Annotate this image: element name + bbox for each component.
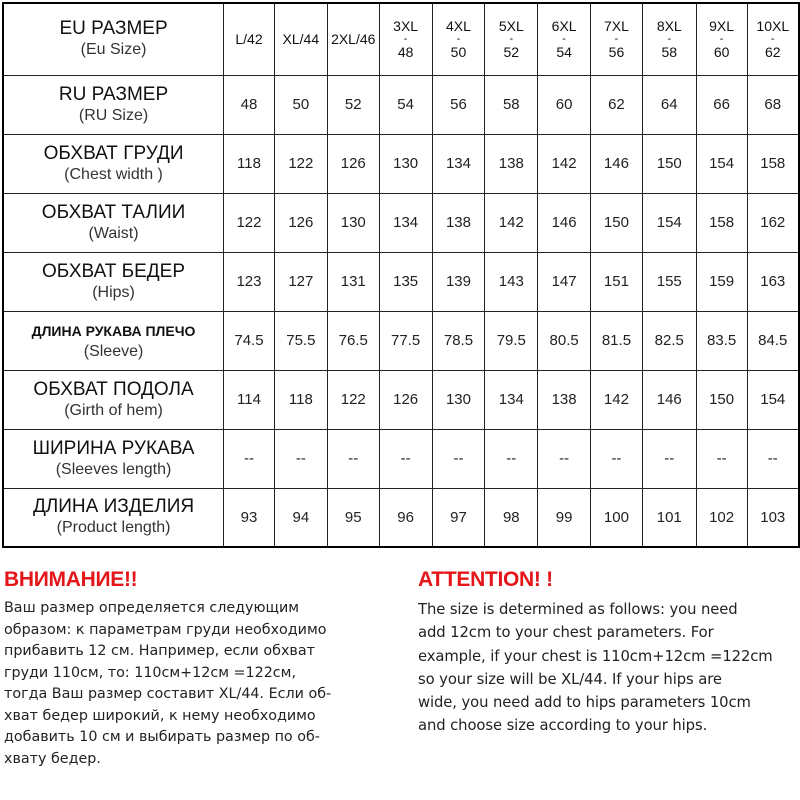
size-chart-table <box>2 2 800 548</box>
row-label-cell <box>3 370 224 429</box>
notice-line: груди 110см, то: 110см+12см =122см, <box>4 664 296 681</box>
table-cell: 154 <box>696 134 747 193</box>
row-label-cell <box>3 429 224 488</box>
table-cell: 135 <box>379 252 432 311</box>
notice-line: прибавить 12 см. Например, если обхват <box>4 643 315 659</box>
row-label-en: (Girth of hem) <box>64 401 163 419</box>
notice-line: The size is determined as follows: you need <box>418 601 738 618</box>
notice-line: example, if your chest is 110cm+12cm =122cm <box>418 647 773 665</box>
row-label-ru: ШИРИНА РУКАВА <box>32 437 195 459</box>
size-header-cell <box>379 3 432 75</box>
table-cell: 122 <box>224 193 275 252</box>
table-cell: 101 <box>642 488 696 547</box>
table-cell: 76.5 <box>327 311 379 370</box>
table-cell: -- <box>224 429 275 488</box>
size-header-eu: 10XL - 62 <box>756 17 790 60</box>
notice-line: образом: к параметрам груди необходимо <box>4 621 327 638</box>
row-label-en: (Sleeves length) <box>55 460 172 478</box>
table-cell: 84.5 <box>747 311 799 370</box>
notice-line: add 12cm to your chest parameters. For <box>418 624 714 642</box>
row-label-en: (Sleeve) <box>83 342 144 360</box>
table-cell: 146 <box>591 134 643 193</box>
table-cell: 62 <box>591 75 643 134</box>
table-cell: 134 <box>485 370 538 429</box>
row-label-cell <box>3 488 224 547</box>
table-cell: 54 <box>379 75 432 134</box>
table-row <box>3 370 799 429</box>
table-cell: 139 <box>432 252 485 311</box>
table-row <box>3 311 799 370</box>
row-label-ru: ОБХВАТ ПОДОЛА <box>33 378 194 400</box>
table-cell: -- <box>379 429 432 488</box>
table-cell: 102 <box>696 488 747 547</box>
table-cell: 150 <box>696 370 747 429</box>
table-cell: 163 <box>747 252 799 311</box>
size-header-eu: 6XL - 54 <box>551 17 577 60</box>
table-cell: 154 <box>642 193 696 252</box>
table-cell: 122 <box>274 134 327 193</box>
row-label-cell <box>3 75 224 134</box>
table-cell: 159 <box>696 252 747 311</box>
table-cell: 83.5 <box>696 311 747 370</box>
table-row <box>3 75 799 134</box>
table-cell: 96 <box>379 488 432 547</box>
table-cell: 50 <box>274 75 327 134</box>
table-cell: -- <box>747 429 799 488</box>
notice-line: хвату бедер. <box>4 750 101 767</box>
table-cell: 134 <box>379 193 432 252</box>
table-cell: 130 <box>432 370 485 429</box>
size-header-cell: 2XL/46 <box>327 3 379 75</box>
table-cell: 48 <box>224 75 275 134</box>
table-cell: 138 <box>538 370 591 429</box>
table-cell: 146 <box>538 193 591 252</box>
table-cell: 143 <box>485 252 538 311</box>
row-label-cell <box>3 193 224 252</box>
table-cell: -- <box>485 429 538 488</box>
table-row <box>3 252 799 311</box>
notice-ru <box>4 568 394 770</box>
size-header-cell: L/42 <box>224 3 275 75</box>
table-cell: 75.5 <box>274 311 327 370</box>
notice-line: хват бедер широкий, к нему необходимо <box>4 707 316 724</box>
size-header-cell <box>432 3 485 75</box>
table-cell: 151 <box>591 252 643 311</box>
size-header-cell <box>485 3 538 75</box>
table-row <box>3 193 799 252</box>
table-cell: 127 <box>274 252 327 311</box>
size-header-cell <box>696 3 747 75</box>
table-cell: 95 <box>327 488 379 547</box>
table-cell: 138 <box>432 193 485 252</box>
table-cell: 150 <box>591 193 643 252</box>
table-cell: 122 <box>327 370 379 429</box>
table-cell: 66 <box>696 75 747 134</box>
row-label-en: (Product length) <box>56 519 171 537</box>
table-cell: 78.5 <box>432 311 485 370</box>
table-cell: 131 <box>327 252 379 311</box>
size-header-eu: 9XL - 60 <box>709 17 735 60</box>
table-cell: 64 <box>642 75 696 134</box>
table-cell: 154 <box>747 370 799 429</box>
size-header-eu: 7XL - 56 <box>603 17 629 60</box>
table-cell: 123 <box>224 252 275 311</box>
table-cell: 60 <box>538 75 591 134</box>
table-cell: -- <box>432 429 485 488</box>
table-cell: 82.5 <box>642 311 696 370</box>
size-header-eu: 4XL - 50 <box>446 17 471 60</box>
row-label-en: (Waist) <box>88 224 139 242</box>
notice-line: so your size will be XL/44. If your hips are <box>418 670 722 688</box>
table-row <box>3 488 799 547</box>
size-header-cell <box>538 3 591 75</box>
row-label-ru: ДЛИНА ИЗДЕЛИЯ <box>32 496 195 518</box>
size-header-cell <box>642 3 696 75</box>
table-cell: 94 <box>274 488 327 547</box>
table-cell: 103 <box>747 488 799 547</box>
notice-en <box>418 568 798 738</box>
table-cell: -- <box>591 429 643 488</box>
row-label-ru: ОБХВАТ БЕДЕР <box>42 260 186 282</box>
table-cell: 58 <box>485 75 538 134</box>
table-cell: 150 <box>642 134 696 193</box>
table-row <box>3 134 799 193</box>
table-cell: 126 <box>274 193 327 252</box>
table-cell: 56 <box>432 75 485 134</box>
row-label-ru: EU РАЗМЕР <box>59 18 168 40</box>
size-header-eu: 5XL - 52 <box>498 17 524 60</box>
size-header-cell <box>591 3 643 75</box>
table-cell: 100 <box>591 488 643 547</box>
notice-ru-body <box>4 598 394 770</box>
table-cell: 97 <box>432 488 485 547</box>
header-label-cell <box>3 3 224 75</box>
notice-line: добавить 10 см и выбирать размер по об- <box>4 729 320 745</box>
table-cell: 81.5 <box>591 311 643 370</box>
table-cell: 130 <box>327 193 379 252</box>
size-header-eu: 3XL - 48 <box>393 17 419 60</box>
table-cell: -- <box>274 429 327 488</box>
table-cell: 68 <box>747 75 799 134</box>
size-header-cell: XL/44 <box>274 3 327 75</box>
size-header-eu: 8XL - 58 <box>656 17 682 60</box>
row-label-cell <box>3 311 224 370</box>
table-cell: 93 <box>224 488 275 547</box>
table-cell: 114 <box>224 370 275 429</box>
notice-en-title: ATTENTION! ! <box>418 568 553 591</box>
row-label-cell <box>3 252 224 311</box>
row-label-en: (Chest width ) <box>64 165 163 183</box>
notice-line: wide, you need add to hips parameters 10cm <box>418 694 751 712</box>
table-cell: 142 <box>538 134 591 193</box>
table-cell: 99 <box>538 488 591 547</box>
table-cell: 158 <box>696 193 747 252</box>
table-cell: 126 <box>327 134 379 193</box>
table-cell: -- <box>538 429 591 488</box>
table-cell: 146 <box>642 370 696 429</box>
header-row <box>3 3 799 75</box>
row-label-ru: ОБХВАТ ТАЛИИ <box>41 201 186 223</box>
row-label-ru: ОБХВАТ ГРУДИ <box>43 142 184 164</box>
table-cell: -- <box>327 429 379 488</box>
table-cell: 155 <box>642 252 696 311</box>
row-label-en: (RU Size) <box>78 106 149 124</box>
row-label-en: (Hips) <box>92 283 135 301</box>
table-cell: 118 <box>224 134 275 193</box>
table-row <box>3 429 799 488</box>
table-cell: 142 <box>485 193 538 252</box>
table-cell: 52 <box>327 75 379 134</box>
table-cell: 158 <box>747 134 799 193</box>
table-cell: 147 <box>538 252 591 311</box>
table-cell: -- <box>642 429 696 488</box>
notice-en-body <box>418 598 798 738</box>
row-label-cell <box>3 134 224 193</box>
table-cell: -- <box>696 429 747 488</box>
table-cell: 138 <box>485 134 538 193</box>
table-cell: 98 <box>485 488 538 547</box>
table-cell: 134 <box>432 134 485 193</box>
table-cell: 162 <box>747 193 799 252</box>
row-label-ru: RU РАЗМЕР <box>58 83 169 105</box>
table-cell: 74.5 <box>224 311 275 370</box>
notice-line: тогда Ваш размер составит XL/44. Если об- <box>4 686 332 702</box>
table-cell: 142 <box>591 370 643 429</box>
table-cell: 118 <box>274 370 327 429</box>
notice-line: and choose size according to your hips. <box>418 717 708 735</box>
size-header-cell <box>747 3 799 75</box>
row-label-en: (Eu Size) <box>80 41 147 59</box>
notice-line: Ваш размер определяется следующим <box>4 600 300 616</box>
table-cell: 79.5 <box>485 311 538 370</box>
row-label-ru: ДЛИНА РУКАВА ПЛЕЧО <box>31 322 196 339</box>
table-cell: 80.5 <box>538 311 591 370</box>
notice-ru-title: ВНИМАНИЕ!! <box>4 568 138 591</box>
table-cell: 77.5 <box>379 311 432 370</box>
table-cell: 130 <box>379 134 432 193</box>
table-cell: 126 <box>379 370 432 429</box>
